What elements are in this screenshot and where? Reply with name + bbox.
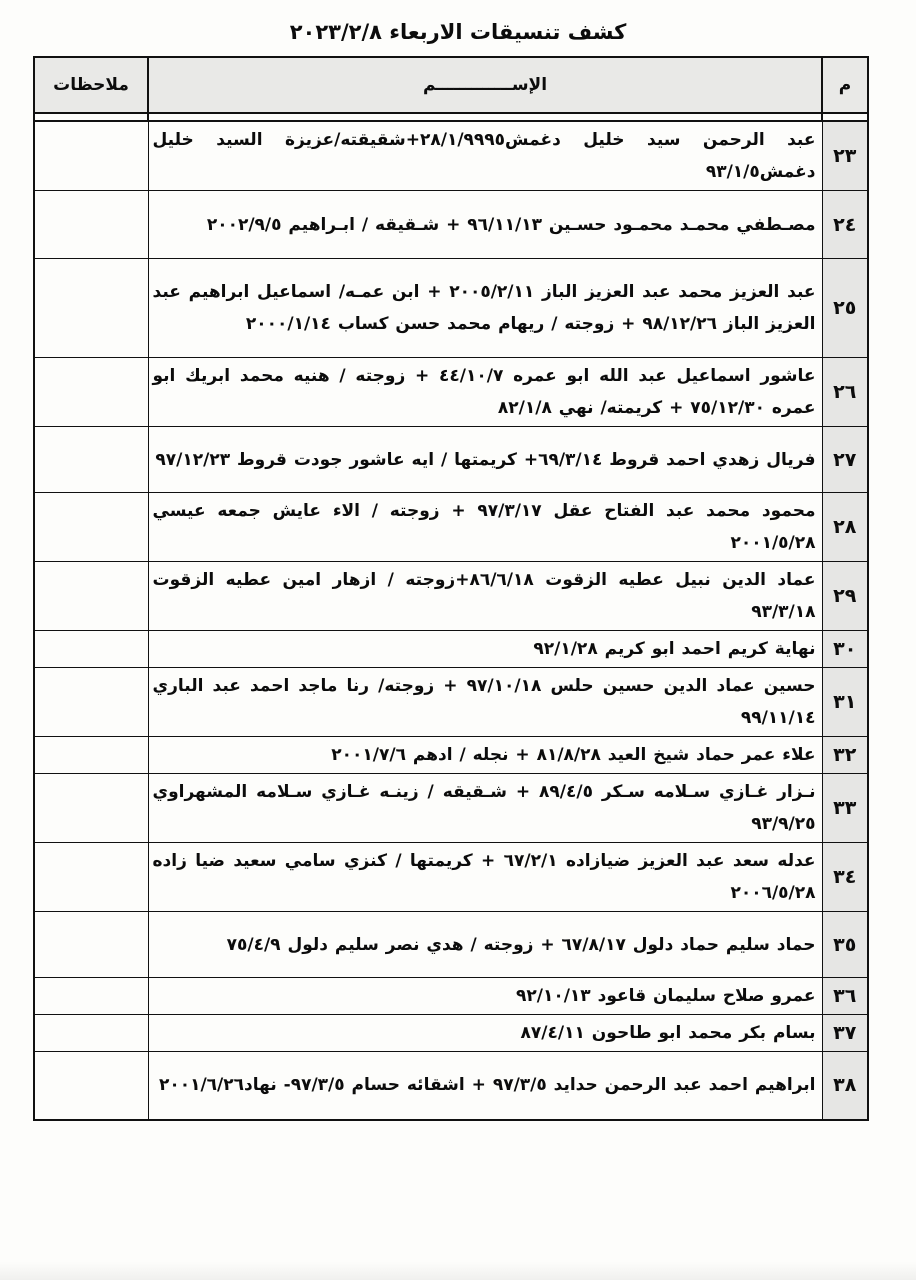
row-name: حسين عماد الدين حسين حلس ٩٧/١٠/١٨ + زوجته/ رنا ماجد احمد عبد الباري ٩٩/١١/١٤ — [148, 668, 822, 737]
table-row — [34, 978, 868, 1015]
header-notes: ملاحظات — [34, 57, 148, 113]
row-notes — [34, 737, 148, 774]
row-name: نـزار غـازي سـلامه سـكر ٨٩/٤/٥ + شـقيقه / زينـه غـازي سـلامه المشهراوي ٩٣/٩/٢٥ — [148, 774, 822, 843]
table-header-row — [34, 57, 868, 113]
row-name: عدله سعد عبد العزيز ضيازاده ٦٧/٢/١ + كريمتها / كنزي سامي سعيد ضيا زاده ٢٠٠٦/٥/٢٨ — [148, 843, 822, 912]
row-name: بسام بكر محمد ابو طاحون ٨٧/٤/١١ — [148, 1015, 822, 1052]
row-number: ٣٢ — [822, 737, 868, 774]
header-name: الإســـــــــــــم — [148, 57, 822, 113]
row-notes — [34, 427, 148, 493]
row-name: عمرو صلاح سليمان قاعود ٩٢/١٠/١٣ — [148, 978, 822, 1015]
coordination-table — [33, 56, 869, 1121]
row-number: ٢٩ — [822, 562, 868, 631]
row-name: عبد الرحمن سيد خليل دغمش٢٨/١/٩٩٩٥+شقيقته/عزيزة السيد خليل دغمش٩٣/١/٥ — [148, 121, 822, 191]
row-number: ٢٦ — [822, 358, 868, 427]
table-row — [34, 259, 868, 358]
row-number: ٢٨ — [822, 493, 868, 562]
row-notes — [34, 562, 148, 631]
row-notes — [34, 631, 148, 668]
row-notes — [34, 121, 148, 191]
row-notes — [34, 774, 148, 843]
row-name: فريال زهدي احمد قروط ٦٩/٣/١٤+ كريمتها / ايه عاشور جودت قروط ٩٧/١٢/٢٣ — [148, 427, 822, 493]
row-notes — [34, 191, 148, 259]
row-number: ٢٧ — [822, 427, 868, 493]
row-name: عبد العزيز محمد عبد العزيز الباز ٢٠٠٥/٢/١١ + ابن عمـه/ اسماعيل ابراهيم عبد العزيز الباز ٩٨/١٢/٢٦ + زوجته / ريهام محمد حسن كساب ٢٠٠٠/١/١٤ — [148, 259, 822, 358]
row-notes — [34, 912, 148, 978]
row-number: ٣٣ — [822, 774, 868, 843]
row-name: علاء عمر حماد شيخ العيد ٨١/٨/٢٨ + نجله / ادهم ٢٠٠١/٧/٦ — [148, 737, 822, 774]
row-notes — [34, 843, 148, 912]
table-row — [34, 191, 868, 259]
page-bottom-edge — [0, 1262, 916, 1280]
table-row — [34, 668, 868, 737]
table-row — [34, 737, 868, 774]
row-notes — [34, 358, 148, 427]
row-number: ٢٣ — [822, 121, 868, 191]
row-name: نهاية كريم احمد ابو كريم ٩٢/١/٢٨ — [148, 631, 822, 668]
row-number: ٣٤ — [822, 843, 868, 912]
row-number: ٣٠ — [822, 631, 868, 668]
row-notes — [34, 259, 148, 358]
table-row — [34, 121, 868, 191]
row-notes — [34, 668, 148, 737]
row-number: ٣٦ — [822, 978, 868, 1015]
table-row — [34, 562, 868, 631]
table-row — [34, 493, 868, 562]
row-number: ٣٧ — [822, 1015, 868, 1052]
row-notes — [34, 1015, 148, 1052]
row-number: ٣١ — [822, 668, 868, 737]
row-notes — [34, 493, 148, 562]
table-row — [34, 1015, 868, 1052]
row-number: ٢٤ — [822, 191, 868, 259]
row-name: ابراهيم احمد عبد الرحمن حدايد ٩٧/٣/٥ + اشقائه حسام ٩٧/٣/٥- نهاد٢٠٠١/٦/٢٦ — [148, 1052, 822, 1120]
header-number: م — [822, 57, 868, 113]
table-row — [34, 631, 868, 668]
row-number: ٣٥ — [822, 912, 868, 978]
row-name: عاشور اسماعيل عبد الله ابو عمره ٤٤/١٠/٧ + زوجته / هنيه محمد ابريك ابو عمره ٧٥/١٢/٣٠ + كريمته/ نهي ٨٢/١/٨ — [148, 358, 822, 427]
row-notes — [34, 1052, 148, 1120]
page-title: كشف تنسيقات الاربعاء ٢٠٢٣/٢/٨ — [289, 20, 627, 44]
row-number: ٣٨ — [822, 1052, 868, 1120]
table-row — [34, 843, 868, 912]
row-notes — [34, 978, 148, 1015]
table-row — [34, 1052, 868, 1120]
row-name: عماد الدين نبيل عطيه الزقوت ٨٦/٦/١٨+زوجته / ازهار امين عطيه الزقوت ٩٣/٣/١٨ — [148, 562, 822, 631]
row-name: مصـطفي محمـد محمـود حسـين ٩٦/١١/١٣ + شـقيقه / ابـراهيم ٢٠٠٢/٩/٥ — [148, 191, 822, 259]
table-row — [34, 774, 868, 843]
row-name: محمود محمد عبد الفتاح عقل ٩٧/٣/١٧ + زوجته / الاء عايش جمعه عيسي ٢٠٠١/٥/٢٨ — [148, 493, 822, 562]
header-divider — [34, 113, 868, 121]
table-row — [34, 358, 868, 427]
table-row — [34, 912, 868, 978]
table-row — [34, 427, 868, 493]
row-number: ٢٥ — [822, 259, 868, 358]
row-name: حماد سليم حماد دلول ٦٧/٨/١٧ + زوجته / هدي نصر سليم دلول ٧٥/٤/٩ — [148, 912, 822, 978]
